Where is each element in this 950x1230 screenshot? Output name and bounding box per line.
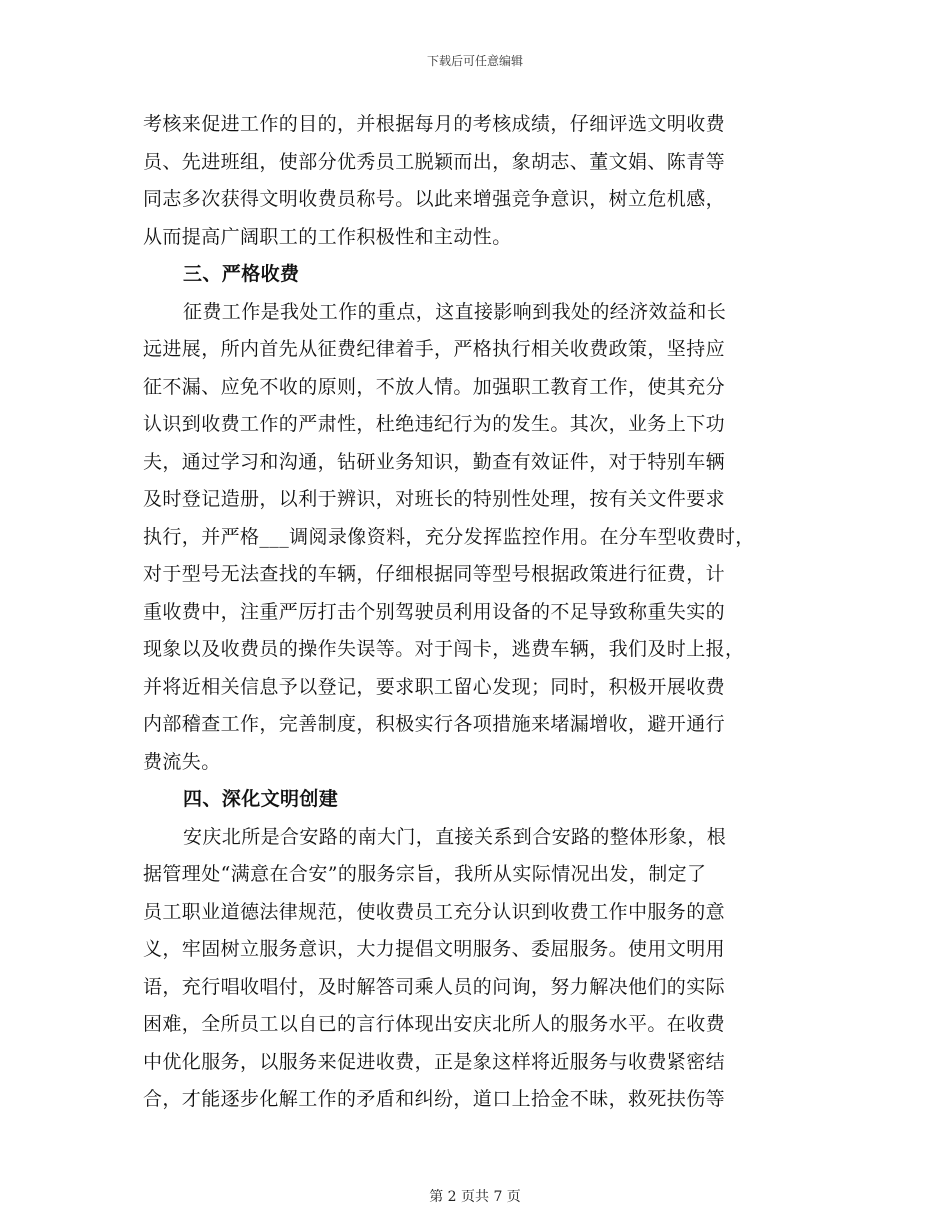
text-line: 合，才能逐步化解工作的矛盾和纠纷，道口上拾金不昧，救死扶伤等 — [143, 1088, 726, 1110]
text-line: 现象以及收费员的操作失误等。对于闯卡，逃费车辆，我们及时上报， — [143, 638, 745, 660]
text-line: 并将近相关信息予以登记，要求职工留心发现；同时，积极开展收费 — [143, 675, 726, 698]
text-line: 中优化服务，以服务来促进收费，正是象这样将近服务与收费紧密结 — [143, 1050, 726, 1073]
text-line: 对于型号无法查找的车辆，仔细根据同等型号根据政策进行征费，计 — [143, 563, 726, 585]
text-line: 执行，并严格___调阅录像资料，充分发挥监控作用。在分车型收费时， — [143, 525, 755, 548]
text-line: 考核来促进工作的目的，并根据每月的考核成绩，仔细评选文明收费 — [143, 113, 726, 135]
text-line: 据管理处“满意在合安”的服务宗旨，我所从实际情况出发，制定了 — [143, 863, 707, 885]
text-line: 内部稽查工作，完善制度，积极实行各项措施来堵漏增收，避开通行 — [143, 713, 726, 735]
text-line: 夫，通过学习和沟通，钻研业务知识，勤查有效证件，对于特别车辆 — [143, 450, 726, 473]
text-line: 征费工作是我处工作的重点，这直接影响到我处的经济效益和长 — [183, 300, 727, 323]
section-heading: 三、严格收费 — [183, 263, 300, 285]
text-line: 征不漏、应免不收的原则，不放人情。加强职工教育工作，使其充分 — [143, 375, 726, 398]
text-line: 从而提高广阔职工的工作积极性和主动性。 — [143, 225, 512, 248]
text-line: 及时登记造册，以利于辨识，对班长的特别性处理，按有关文件要求 — [143, 488, 726, 510]
page-footer: 第 2 页共 7 页 — [429, 1189, 521, 1205]
text-line: 认识到收费工作的严肃性，杜绝违纪行为的发生。其次，业务上下功 — [143, 413, 726, 435]
text-line: 同志多次获得文明收费员称号。以此来增强竞争意识，树立危机感， — [143, 188, 726, 210]
text-line: 远进展，所内首先从征费纪律着手，严格执行相关收费政策，坚持应 — [143, 338, 726, 360]
text-line: 安庆北所是合安路的南大门，直接关系到合安路的整体形象，根 — [183, 825, 727, 848]
page-header: 下载后可任意编辑 — [426, 54, 523, 68]
text-line: 义，牢固树立服务意识，大力提倡文明服务、委屈服务。使用文明用 — [143, 938, 726, 960]
text-line: 费流失。 — [143, 750, 221, 773]
text-line: 语，充行唱收唱付，及时解答司乘人员的问询，努力解决他们的实际 — [143, 975, 726, 998]
text-line: 员工职业道德法律规范，使收费员工充分认识到收费工作中服务的意 — [143, 900, 726, 923]
text-line: 困难，全所员工以自已的言行体现出安庆北所人的服务水平。在收费 — [143, 1013, 726, 1035]
section-heading: 四、深化文明创建 — [183, 788, 339, 810]
text-line: 重收费中，注重严厉打击个别驾驶员利用设备的不足导致称重失实的 — [143, 600, 726, 623]
document-body — [143, 106, 823, 1119]
text-line: 员、先进班组，使部分优秀员工脱颖而出，象胡志、董文娟、陈青等 — [143, 150, 726, 173]
